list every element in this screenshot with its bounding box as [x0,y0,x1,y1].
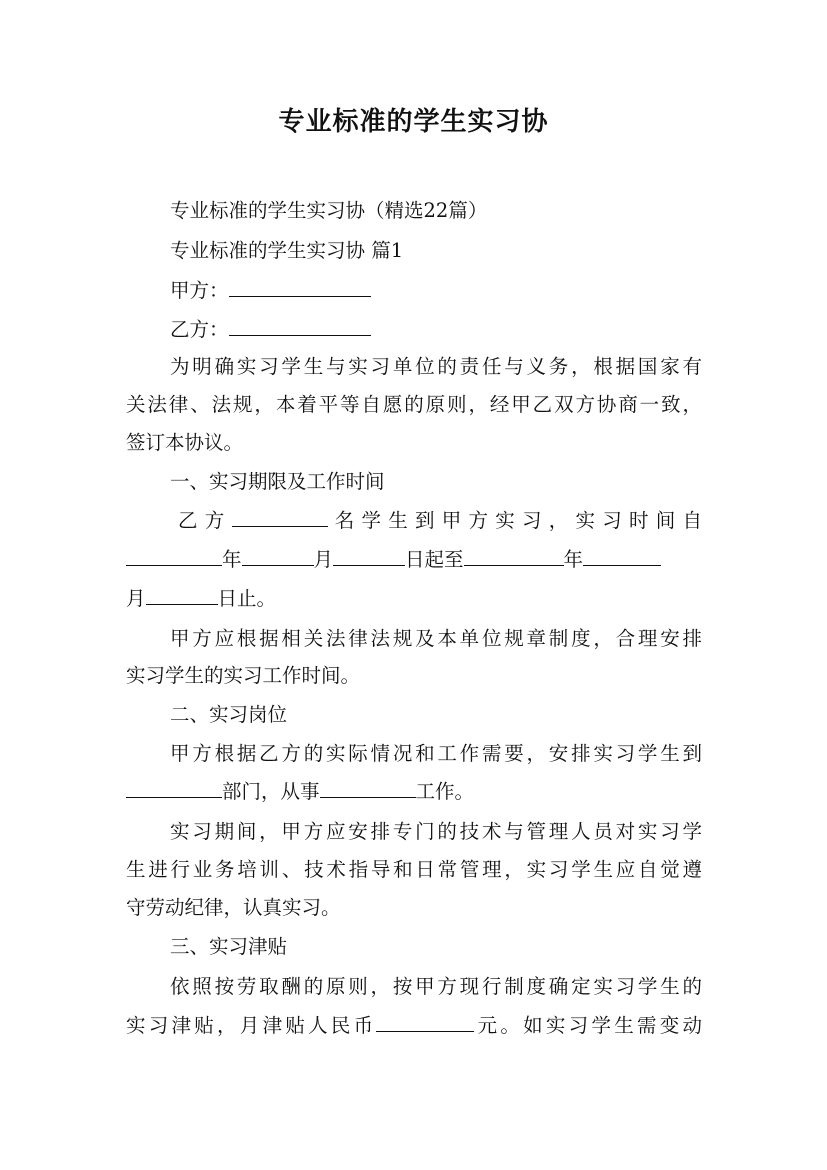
end-day-blank [146,585,218,605]
position-line-2 [126,777,702,807]
allowance-suffix: 元。如实习学生需变动 [474,1014,702,1037]
heading-position: 二、实习岗位 [170,703,288,726]
period-line-3 [126,584,702,614]
intro-line-3: 签订本协议。 [126,431,244,454]
position-line-1: 甲方根据乙方的实际情况和工作需要，安排实习学生到 [170,742,702,765]
document-subtitle: 专业标准的学生实习协（精选22篇） [170,199,488,222]
department-text: 部门，从事 [222,780,320,803]
management-line-2: 生进行业务培训、技术指导和日常管理，实习学生应自觉遵 [126,858,702,881]
party-a-label: 甲方： [170,279,229,302]
section-heading: 专业标准的学生实习协 篇1 [170,239,404,262]
party-b-line [170,315,702,345]
allowance-amount-blank [376,1012,474,1032]
party-a-blank [229,277,371,297]
end-year-blank [464,546,564,566]
start-month-blank [242,546,314,566]
party-b-label: 乙方： [170,318,229,341]
allowance-line-2 [126,1011,702,1041]
start-day-label: 日起至 [405,548,464,571]
party-a-line [170,276,702,306]
party-b-blank [229,316,371,336]
period-line-1 [178,506,702,536]
intro-line-2: 关法律、法规，本着平等自愿的原则，经甲乙双方协商一致， [126,393,702,416]
heading-allowance: 三、实习津贴 [170,935,288,958]
end-day-label: 日止。 [217,587,277,610]
management-line-3: 守劳动纪律，认真实习。 [126,896,341,919]
worktime-line-2: 实习学生的实习工作时间。 [126,664,361,687]
start-day-blank [333,546,405,566]
worktime-line-1: 甲方应根据相关法律法规及本单位规章制度，合理安排 [170,627,702,650]
end-month-blank [583,546,661,566]
end-year-label: 年 [563,548,584,571]
student-count-blank [232,507,328,527]
allowance-prefix: 实习津贴，月津贴人民币 [126,1014,377,1037]
management-line-1: 实习期间，甲方应安排专门的技术与管理人员对实习学 [170,820,702,843]
period-text: 名学生到甲方实习，实习时间自 [327,509,702,532]
start-month-label: 月 [313,548,334,571]
period-line-2 [126,545,702,575]
department-blank [126,778,222,798]
start-year-blank [126,546,222,566]
start-year-label: 年 [222,548,242,571]
work-type-blank [320,778,416,798]
period-prefix: 乙方 [178,509,232,532]
end-month-label: 月 [126,587,146,610]
document-title: 专业标准的学生实习协 [278,107,549,137]
work-text: 工作。 [415,780,475,803]
intro-line-1: 为明确实习学生与实习单位的责任与义务，根据国家有 [170,355,702,378]
allowance-line-1: 依照按劳取酬的原则，按甲方现行制度确定实习学生的 [170,975,702,998]
heading-period: 一、实习期限及工作时间 [170,470,385,493]
